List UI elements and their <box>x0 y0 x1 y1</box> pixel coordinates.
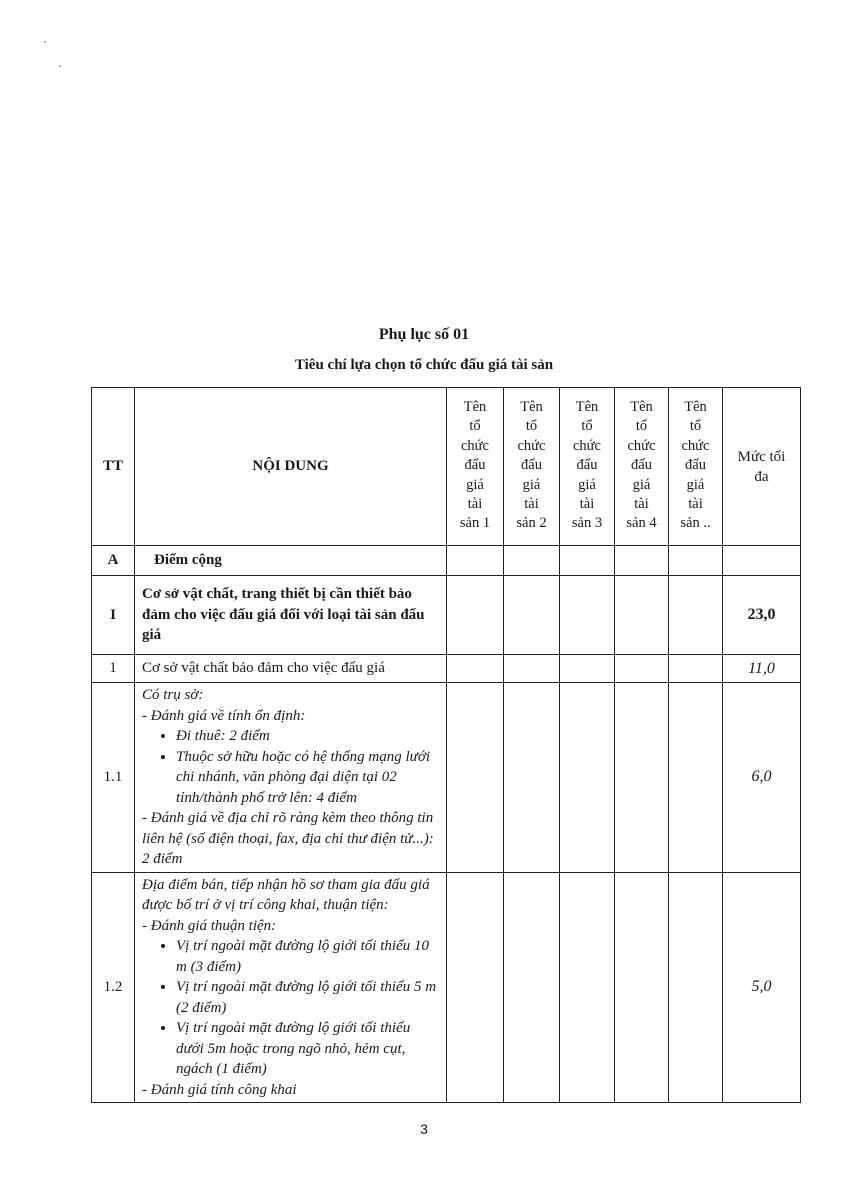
row-content <box>135 872 447 1103</box>
empty-cell <box>447 546 504 576</box>
content-line: Có trụ sở: <box>142 687 204 703</box>
empty-cell <box>504 872 560 1103</box>
row-tt: 1.2 <box>92 872 135 1103</box>
row-tt: A <box>92 546 135 576</box>
list-item: • Đi thuê: 2 điểm <box>176 726 441 747</box>
header-tt: TT <box>92 388 135 546</box>
list-item: • Thuộc sở hữu hoặc có hệ thống mạng lưới chi nhánh, văn phòng đại diện tại 02 tỉnh/thành phố trở lên: 4 điểm <box>176 747 441 809</box>
header-org-3: Tên tổ chức đấu giá tài sản 3 <box>560 388 615 546</box>
table-row-a <box>92 546 801 576</box>
empty-cell <box>615 683 669 873</box>
list-item: • Vị trí ngoài mặt đường lộ giới tối thiểu 10 m (3 điểm) <box>176 936 441 977</box>
empty-cell <box>504 576 560 655</box>
header-content: NỘI DUNG <box>135 388 447 546</box>
header-org-5: Tên tổ chức đấu giá tài sản .. <box>669 388 723 546</box>
scan-speck <box>44 41 46 43</box>
row-max: 5,0 <box>723 872 801 1103</box>
bullet-list <box>142 936 441 1080</box>
row-max: 6,0 <box>723 683 801 873</box>
empty-cell <box>560 872 615 1103</box>
empty-cell <box>504 683 560 873</box>
header-row <box>92 388 801 546</box>
row-tt: I <box>92 576 135 655</box>
empty-cell <box>669 683 723 873</box>
empty-cell <box>560 655 615 683</box>
row-content: Cơ sở vật chất bảo đảm cho việc đấu giá <box>135 655 447 683</box>
content-line: - Đánh giá thuận tiện: <box>142 917 277 934</box>
table-row-i <box>92 576 801 655</box>
row-tt: 1 <box>92 655 135 683</box>
row-content: Điểm cộng <box>135 546 447 576</box>
list-item: • Vị trí ngoài mặt đường lộ giới tối thiểu 5 m (2 điểm) <box>176 977 441 1018</box>
header-max: Mức tối đa <box>723 388 801 546</box>
empty-cell <box>723 546 801 576</box>
content-line: Địa điểm bán, tiếp nhận hồ sơ tham gia đấu giá được bố trí ở vị trí công khai, thuận tiện: <box>142 876 430 913</box>
empty-cell <box>669 576 723 655</box>
row-tt: 1.1 <box>92 683 135 873</box>
empty-cell <box>669 872 723 1103</box>
header-org-2: Tên tổ chức đấu giá tài sản 2 <box>504 388 560 546</box>
table-row-1-2 <box>92 872 801 1103</box>
empty-cell <box>447 655 504 683</box>
row-content <box>135 683 447 873</box>
row-content: Cơ sở vật chất, trang thiết bị cần thiết bảo đảm cho việc đấu giá đối với loại tài sản đấu giá <box>135 576 447 655</box>
empty-cell <box>615 872 669 1103</box>
document-subtitle: Tiêu chí lựa chọn tổ chức đấu giá tài sản <box>294 357 554 373</box>
empty-cell <box>669 655 723 683</box>
list-item: • Vị trí ngoài mặt đường lộ giới tối thiểu dưới 5m hoặc trong ngõ nhỏ, hẻm cụt, ngách (1 điểm) <box>176 1018 441 1080</box>
empty-cell <box>615 576 669 655</box>
row-max: 11,0 <box>723 655 801 683</box>
empty-cell <box>615 655 669 683</box>
empty-cell <box>560 683 615 873</box>
content-line: - Đánh giá về địa chỉ rõ ràng kèm theo thông tin liên hệ (số điện thoại, fax, địa chỉ thư điện tử...): 2 điểm <box>142 810 434 867</box>
header-org-1: Tên tổ chức đấu giá tài sản 1 <box>447 388 504 546</box>
header-org-4: Tên tổ chức đấu giá tài sản 4 <box>615 388 669 546</box>
criteria-table <box>91 387 801 1103</box>
empty-cell <box>504 655 560 683</box>
bullet-list <box>142 726 441 808</box>
empty-cell <box>447 576 504 655</box>
row-max: 23,0 <box>723 576 801 655</box>
document-title: Phụ lục số 01 <box>378 326 470 343</box>
empty-cell <box>560 546 615 576</box>
empty-cell <box>560 576 615 655</box>
empty-cell <box>447 683 504 873</box>
empty-cell <box>504 546 560 576</box>
content-line: - Đánh giá về tính ổn định: <box>142 707 306 724</box>
content-line: - Đánh giá tính công khai <box>142 1081 297 1098</box>
table-row-1-1 <box>92 683 801 873</box>
empty-cell <box>669 546 723 576</box>
empty-cell <box>447 872 504 1103</box>
empty-cell <box>615 546 669 576</box>
table-row-1 <box>92 655 801 683</box>
page-number: 3 <box>420 1121 428 1137</box>
scan-speck <box>59 65 61 67</box>
